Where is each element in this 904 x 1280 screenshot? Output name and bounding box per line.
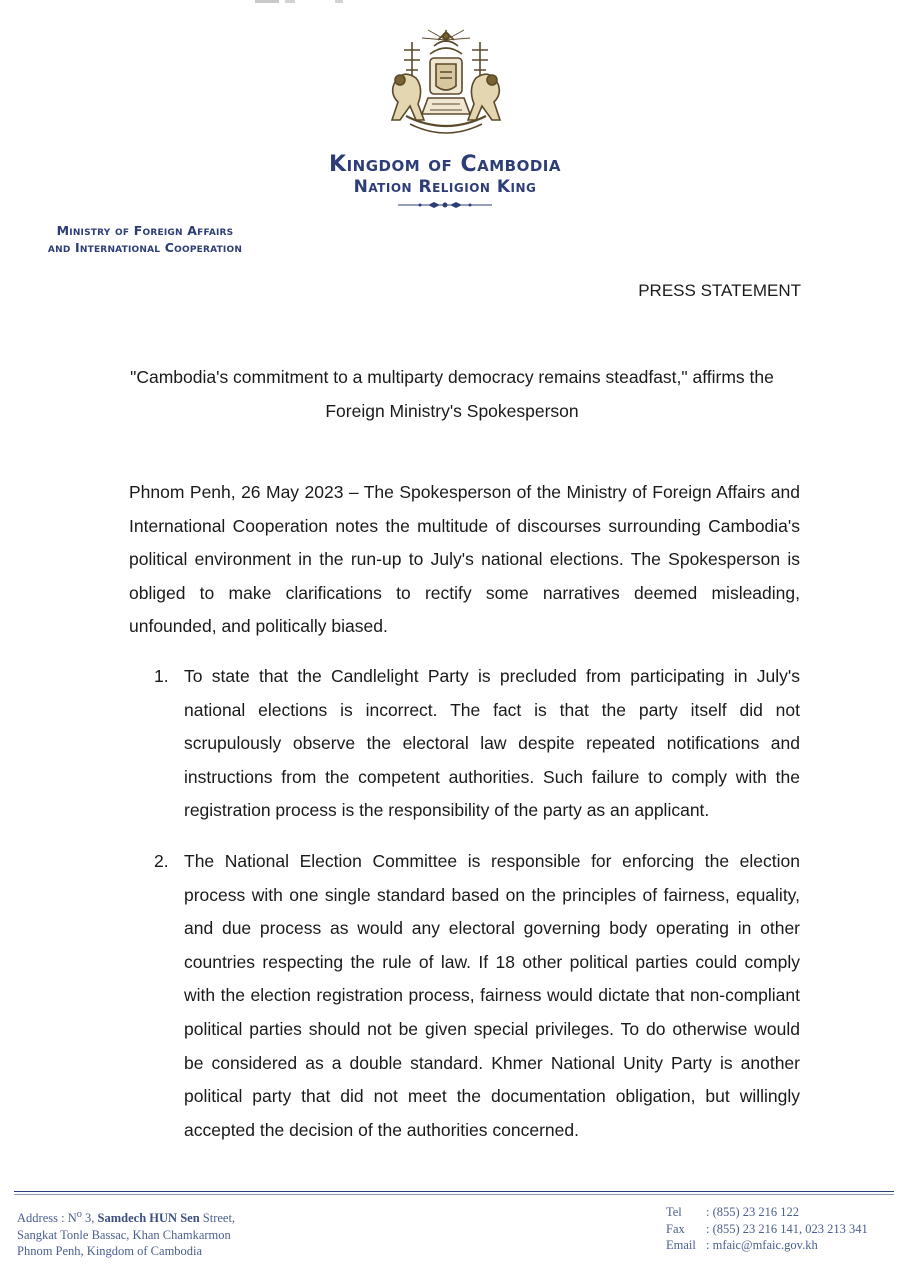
statement-heading	[120, 360, 784, 428]
tel-label: Tel	[666, 1205, 682, 1219]
list-item-number: 2.	[154, 850, 169, 871]
email-label: Email	[666, 1238, 696, 1252]
email-value[interactable]: : mfaic@mfaic.gov.kh	[706, 1238, 818, 1252]
list-item	[150, 845, 800, 1147]
ministry-name	[14, 222, 276, 256]
national-motto: Nation Religion King	[353, 177, 537, 197]
address-label: Address : N	[17, 1211, 77, 1226]
fax-value: : (855) 23 216 141, 023 213 341	[706, 1221, 868, 1236]
ministry-line-2: and International Cooperation	[47, 240, 243, 255]
document-type-label: PRESS STATEMENT	[638, 281, 801, 300]
footer-address	[17, 1207, 235, 1260]
footer-divider-secondary	[14, 1194, 894, 1195]
heading-line-1: "Cambodia's commitment to a multiparty democracy remains steadfast," affirms the	[130, 367, 774, 387]
footer-contact	[666, 1204, 868, 1254]
address-line-2: Sangkat Tonle Bassac, Khan Chamkarmon	[17, 1227, 231, 1242]
divider-ornament-icon	[398, 200, 492, 210]
contact-tel	[666, 1204, 868, 1221]
heading-line-2: Foreign Ministry's Spokesperson	[325, 401, 579, 421]
address-line-3: Phnom Penh, Kingdom of Cambodia	[17, 1244, 203, 1259]
fax-label: Fax	[666, 1221, 685, 1236]
tel-value: : (855) 23 216 122	[706, 1205, 800, 1219]
top-edge-mark	[255, 0, 345, 4]
intro-paragraph: Phnom Penh, 26 May 2023 – The Spokesperson of the Ministry of Foreign Affairs and International Cooperation notes the multitude of discourses surrounding Cambodia's political environment in the run-up to July's national elections. The Spokesperson is obliged to make clarifications to rectify some narratives deemed misleading, unfounded, and politically biased.	[129, 482, 800, 636]
address-line-1	[17, 1207, 235, 1227]
ministry-line-1: Ministry of Foreign Affairs	[56, 223, 234, 238]
contact-fax	[666, 1221, 868, 1238]
address-street-suffix: Street,	[199, 1211, 236, 1226]
kingdom-title: Kingdom of Cambodia	[329, 152, 561, 177]
list-item	[150, 660, 800, 828]
contact-email	[666, 1237, 868, 1254]
address-number: 3,	[81, 1211, 98, 1226]
royal-emblem-icon	[384, 28, 508, 144]
address-street: Samdech HUN Sen	[97, 1211, 200, 1226]
list-item-number: 1.	[154, 666, 169, 686]
list-item-text: The National Election Committee is responsible for enforcing the election process with one single standard based on the principles of fairness, equality, and due process as would any electoral governing body operating in other countries respecting the rule of law. If 18 other political parties could comply with the election registration process, fairness would dictate that non-compliant political parties should not be given special privileges. To do otherwise would be considered as a double standard. Khmer National Unity Party is another political party that did not meet the documentation obligation, but willingly accepted the decision of the authorities concerned.	[184, 850, 800, 1140]
address-superscript: o	[76, 1209, 82, 1220]
clarification-list	[150, 660, 800, 1147]
footer-divider	[14, 1191, 894, 1192]
list-item-text: To state that the Candlelight Party is precluded from participating in July's national elections is incorrect. The fact is that the party itself did not scrupulously observe the electoral law despite repeated notifications and instructions from the competent authorities. Such failure to comply with the registration process is the responsibility of the party as an applicant.	[184, 666, 800, 821]
